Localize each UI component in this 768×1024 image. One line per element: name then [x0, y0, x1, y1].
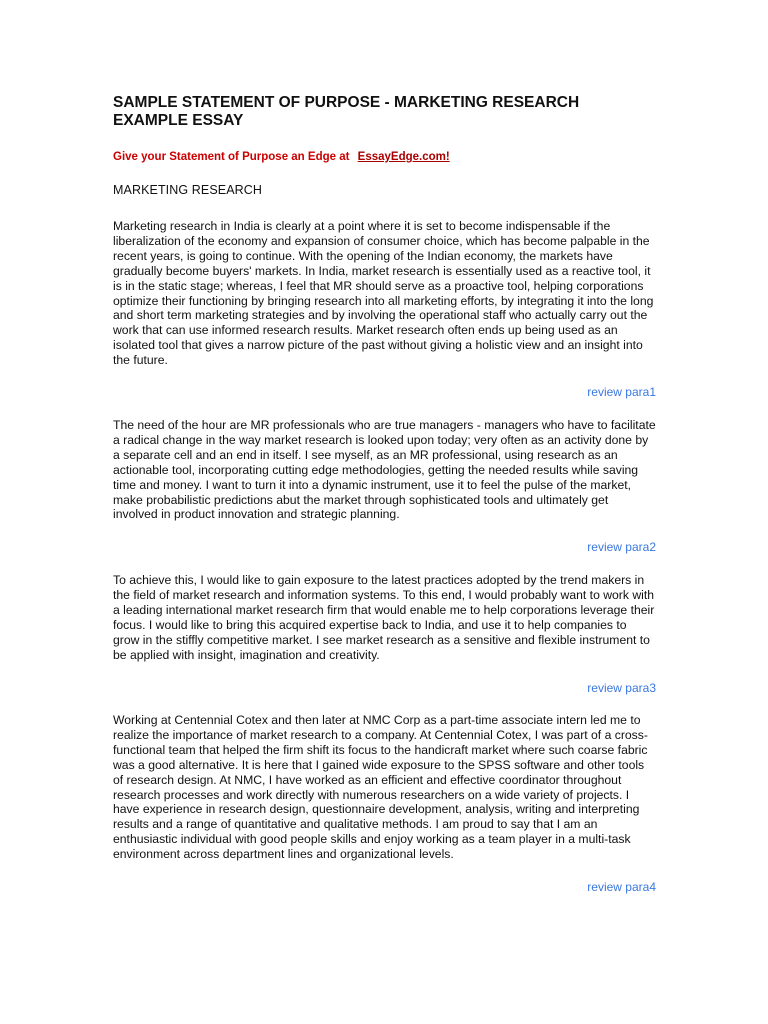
paragraph-1: Marketing research in India is clearly at a point where it is set to become indispensable if the liberalization of the economy and expansion of consumer choice, which has become palpable in the recent years, is going to continue. With the opening of the Indian economy, the markets have gradually become buyers' markets. In India, market research is essentially used as a reactive tool, it is in the static stage; whereas, I feel that MR should serve as a proactive tool, helping corporations optimize their functioning by bringing research into all marketing efforts, by integrating it into the long and short term marketing strategies and by involving the operational staff who actually carry out the work that can use informed research results. Market research often ends up being used as an isolated tool that gives a narrow picture of the past without giving a holistic view and an insight into the future.: [113, 219, 654, 368]
paragraph-3: To achieve this, I would like to gain exposure to the latest practices adopted by the trend makers in the field of market research and information systems. To this end, I would probably want to work with a leading international market research firm that would enable me to help corporations leverage their focus. I would like to bring this acquired expertise back to India, and use it to help companies to grow in the stiffly competitive market. I see market research as a sensitive and flexible instrument to be applied with insight, imagination and creativity.: [113, 573, 655, 662]
review-para4-link[interactable]: review para4: [587, 880, 656, 894]
section-heading: MARKETING RESEARCH: [113, 183, 263, 197]
paragraph-4: Working at Centennial Cotex and then later at NMC Corp as a part-time associate intern led me to realize the importance of market research to a company. At Centennial Cotex, I was part of a cross-functional team that helped the firm shift its focus to the handicraft market where such coarse fabric was a good alternative. It is here that I gained wide exposure to the SPSS software and other tools of research design. At NMC, I have worked as an efficient and effective coordinator throughout research processes and work directly with numerous researchers on a wide variety of projects. I have experience in research design, questionnaire development, analysis, writing and interpreting results and a range of quantitative and qualitative methods. I am proud to say that I am an enthusiastic individual with good people skills and enjoy working as a team player in a multi-task environment across department lines and organizational levels.: [113, 713, 648, 862]
promo-line: [113, 151, 450, 163]
promo-text: Give your Statement of Purpose an Edge at: [113, 151, 350, 163]
essayedge-link[interactable]: EssayEdge.com!: [357, 151, 450, 163]
review-para3-link[interactable]: review para3: [587, 681, 656, 695]
paragraph-2: The need of the hour are MR professionals who are true managers - managers who have to facilitate a radical change in the way market research is looked upon today; very often as an activity done by a separate cell and an end in itself. I see myself, as an MR professional, using research as an actionable tool, incorporating cutting edge methodologies, getting the needed results while saving time and money. I want to turn it into a dynamic instrument, use it to feel the pulse of the market, make probabilistic predictions abut the market through sophisticated tools and ultimately get involved in product innovation and strategic planning.: [113, 418, 656, 522]
review-para2-link[interactable]: review para2: [587, 540, 656, 554]
review-para1-link[interactable]: review para1: [587, 385, 656, 399]
document-title: SAMPLE STATEMENT OF PURPOSE - MARKETING RESEARCH EXAMPLE ESSAY: [113, 94, 580, 129]
